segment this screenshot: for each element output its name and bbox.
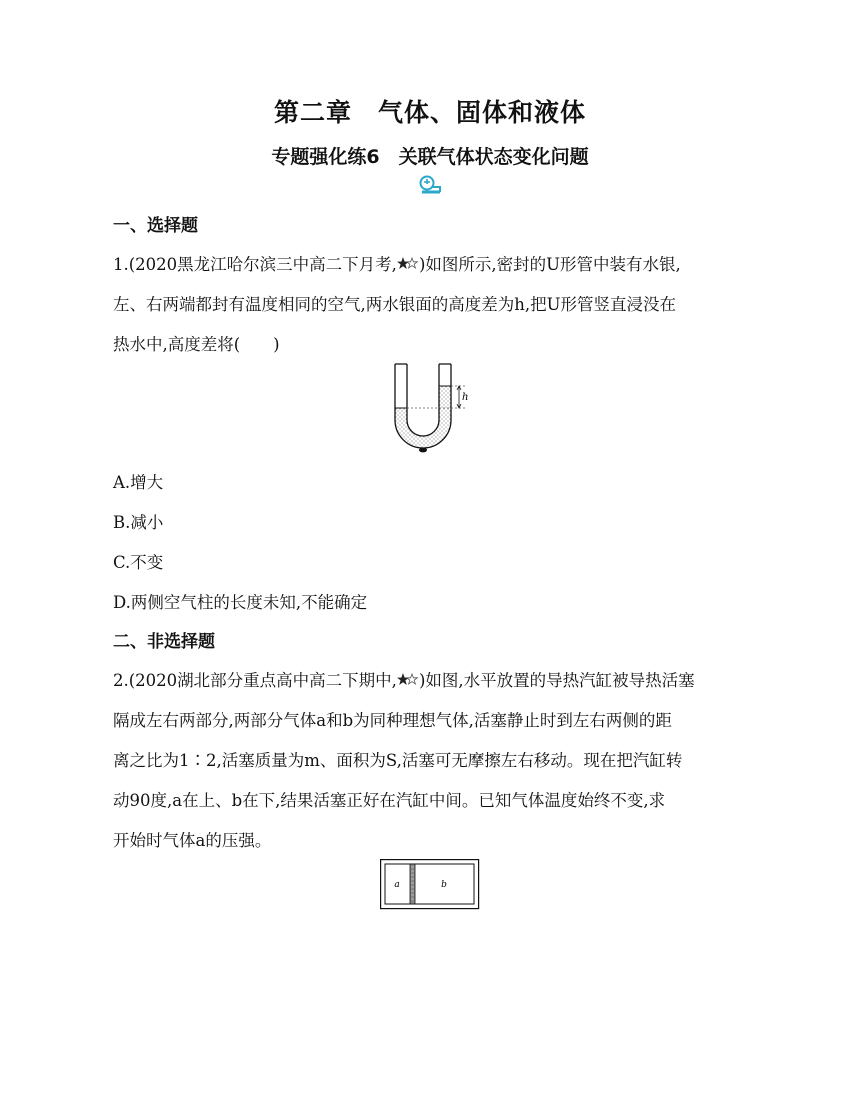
question-number: 1. <box>113 255 129 274</box>
question-source: (2020湖北部分重点高中高二下期中, <box>128 671 397 690</box>
option-a: A.增大 <box>113 473 164 492</box>
gas-b-label: b <box>441 880 447 890</box>
question-text: )如图,水平放置的导热汽缸被导热活塞 <box>418 671 695 690</box>
option-c: C.不变 <box>113 553 164 572</box>
microscope-logo-icon <box>416 175 444 195</box>
question-1-stem <box>113 245 753 365</box>
question-text-line: 热水中,高度差将( ) <box>113 335 280 354</box>
option-b: B.减小 <box>113 513 164 532</box>
u-tube-figure <box>385 362 475 458</box>
question-2-stem <box>113 661 753 861</box>
gas-a-label: a <box>394 880 400 890</box>
chapter-title: 第二章 气体、固体和液体 <box>273 98 586 127</box>
question-source: (2020黑龙江哈尔滨三中高二下月考, <box>128 255 397 274</box>
section-heading-choice: 一、选择题 <box>113 216 198 236</box>
exercise-subtitle: 专题强化练6 关联气体状态变化问题 <box>271 146 589 168</box>
option-d: D.两侧空气柱的长度未知,不能确定 <box>113 593 368 612</box>
difficulty-star-icon <box>397 673 419 687</box>
section-heading-nonchoice: 二、非选择题 <box>113 632 215 652</box>
cylinder-figure <box>380 859 480 911</box>
question-text-line: 隔成左右两部分,两部分气体a和b为同种理想气体,活塞静止时到左右两侧的距 <box>113 711 672 730</box>
height-label-h: h <box>462 392 469 403</box>
question-text-line: 动90度,a在上、b在下,结果活塞正好在汽缸中间。已知气体温度始终不变,求 <box>113 791 666 810</box>
question-number: 2. <box>113 671 129 690</box>
difficulty-star-icon <box>397 257 419 271</box>
question-text: )如图所示,密封的U形管中装有水银, <box>418 255 681 274</box>
question-text-line: 开始时气体a的压强。 <box>113 831 272 850</box>
question-text-line: 左、右两端都封有温度相同的空气,两水银面的高度差为h,把U形管竖直浸没在 <box>113 295 677 314</box>
question-text-line: 离之比为1∶2,活塞质量为m、面积为S,活塞可无摩擦左右移动。现在把汽缸转 <box>113 751 683 770</box>
